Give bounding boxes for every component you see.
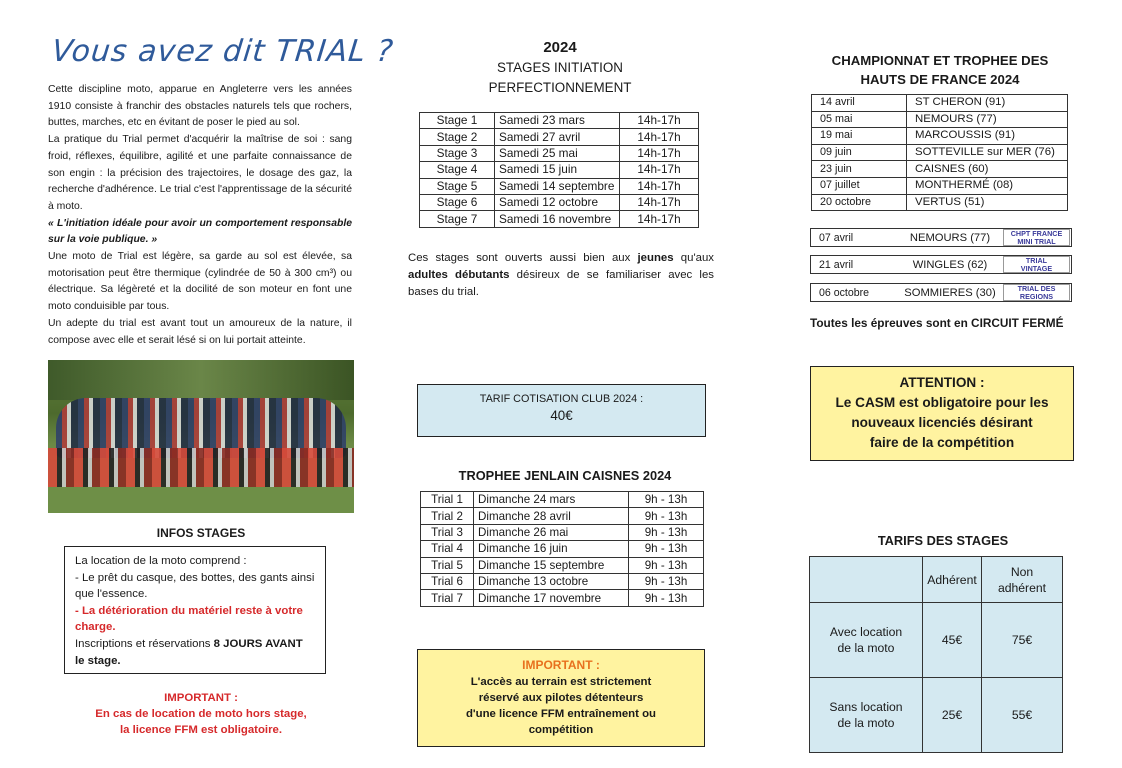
table-cell-name: Trial 1 (421, 492, 474, 508)
intro-paragraph-4: Un adepte du trial est avant tout un amoureux de la nature, il compose avec elle et serait lésé si on lui portait atteinte. (48, 317, 352, 346)
stages-note: Ces stages sont ouverts aussi bien aux jeunes qu'aux adultes débutants désireux de se familiariser avec les bases du trial. (408, 252, 714, 298)
row-avec-location: Avec location de la moto (810, 603, 923, 678)
table-cell-date: 23 juin (812, 161, 907, 178)
table-row (420, 162, 699, 178)
special-event-1: 07 avril NEMOURS (77) CHPT FRANCE MINI TRIAL (810, 228, 1072, 247)
table-row (421, 524, 704, 540)
infos-stages-box (64, 546, 326, 674)
brand-title: Vous avez dit TRIAL ? (50, 34, 396, 69)
table-cell-date: Dimanche 28 avril (474, 508, 629, 524)
intro-paragraph-1: Cette discipline moto, apparue en Angleterre vers les années 1910 consiste à franchir des obstacles naturels tels que rochers, buttes, marches, etc en évitant de poser le pied au sol. (48, 84, 352, 129)
table-cell-name: Stage 1 (420, 113, 495, 129)
table-cell-place: VERTUS (51) (907, 194, 1068, 211)
stages-table (419, 112, 699, 228)
table-cell-name: Stage 7 (420, 211, 495, 227)
table-cell-time: 14h-17h (620, 113, 699, 129)
table-cell-time: 9h - 13h (629, 508, 704, 524)
price-cell: 75€ (982, 603, 1063, 678)
table-cell-date: 14 avril (812, 95, 907, 112)
header-adherent: Adhérent (923, 557, 982, 603)
table-row (420, 194, 699, 210)
table-cell-date: Samedi 14 septembre (495, 178, 620, 194)
table-cell-name: Trial 4 (421, 541, 474, 557)
table-cell-date: Samedi 23 mars (495, 113, 620, 129)
table-cell-time: 9h - 13h (629, 541, 704, 557)
price-cell: 55€ (982, 678, 1063, 753)
table-cell-time: 14h-17h (620, 162, 699, 178)
table-cell-name: Trial 3 (421, 524, 474, 540)
table-cell-name: Stage 4 (420, 162, 495, 178)
table-row (420, 129, 699, 145)
table-cell-name: Trial 7 (421, 590, 474, 606)
table-cell-time: 9h - 13h (629, 573, 704, 589)
table-cell-name: Stage 3 (420, 145, 495, 161)
event-tag: TRIAL VINTAGE (1003, 256, 1070, 273)
table-cell-time: 14h-17h (620, 129, 699, 145)
table-cell-name: Trial 2 (421, 508, 474, 524)
intro-paragraph-3: Une moto de Trial est légère, sa garde au sol est élevée, sa motorisation peut être thermique (cylindrée de 50 à 300 cm³) ou électrique. Sa légèreté et la docilité de son moteur en font une moto conduisible par tous. (48, 251, 352, 313)
tarifs-stages-title: TARIFS DES STAGES (877, 533, 1009, 548)
table-cell-date: Dimanche 24 mars (474, 492, 629, 508)
infos-line-3: - La détérioration du matériel reste à votre charge. (75, 604, 303, 634)
table-cell-name: Trial 6 (421, 573, 474, 589)
table-row (812, 177, 1068, 194)
table-row (420, 113, 699, 129)
intro-paragraph-2: La pratique du Trial permet d'acquérir la maîtrise de soi : sang froid, réflexes, équilibre, agilité et une parfaite connaissance de son engin : la précision des trajectoires, le dosage des gaz, la recherche d'adhérence. Le trial c'est l'apprentissage de la sécurité à moto. (48, 134, 352, 212)
table-cell-date: 07 juillet (812, 177, 907, 194)
table-cell-date: Dimanche 16 juin (474, 541, 629, 557)
table-cell-date: 19 mai (812, 128, 907, 145)
table-cell-place: MARCOUSSIS (91) (907, 128, 1068, 145)
table-row (812, 194, 1068, 211)
infos-stages-title: INFOS STAGES (156, 526, 246, 540)
table-row (420, 211, 699, 227)
table-row (421, 590, 704, 606)
table-cell-date: Samedi 25 mai (495, 145, 620, 161)
table-cell-time: 14h-17h (620, 178, 699, 194)
table-cell-date: Samedi 12 octobre (495, 194, 620, 210)
table-cell-date: Samedi 15 juin (495, 162, 620, 178)
championship-table (811, 94, 1068, 211)
header-non-adherent: Non adhérent (982, 557, 1063, 603)
table-cell-date: 05 mai (812, 111, 907, 128)
table-row (812, 144, 1068, 161)
table-row (812, 111, 1068, 128)
attention-box: ATTENTION : Le CASM est obligatoire pour les nouveaux licenciés désirant faire de la compétition (810, 366, 1074, 461)
table-cell-name: Stage 5 (420, 178, 495, 194)
table-cell-name: Stage 2 (420, 129, 495, 145)
table-row (421, 492, 704, 508)
table-cell-date: Dimanche 15 septembre (474, 557, 629, 573)
table-cell-place: MONTHERMÉ (08) (907, 177, 1068, 194)
row-sans-location: Sans location de la moto (810, 678, 923, 753)
table-cell-place: ST CHERON (91) (907, 95, 1068, 112)
table-cell-time: 14h-17h (620, 211, 699, 227)
table-cell-name: Trial 5 (421, 557, 474, 573)
trophee-title: TROPHEE JENLAIN CAISNES 2024 (458, 468, 672, 483)
table-row (812, 128, 1068, 145)
table-cell-place: SOTTEVILLE sur MER (76) (907, 144, 1068, 161)
table-cell-time: 14h-17h (620, 145, 699, 161)
left-important-note: IMPORTANT : En cas de location de moto hors stage, la licence FFM est obligatoire. (95, 692, 307, 736)
event-tag: TRIAL DES REGIONS (1003, 284, 1070, 301)
event-tag: CHPT FRANCE MINI TRIAL (1003, 229, 1070, 246)
table-cell-date: 09 juin (812, 144, 907, 161)
infos-line-2: - Le prêt du casque, des bottes, des gants ainsi que l'essence. (75, 571, 315, 601)
circuit-note: Toutes les épreuves sont en CIRCUIT FERMÉ (810, 316, 1064, 330)
table-cell-date: Dimanche 13 octobre (474, 573, 629, 589)
table-cell-time: 14h-17h (620, 194, 699, 210)
table-cell-date: Dimanche 26 mai (474, 524, 629, 540)
table-row (421, 508, 704, 524)
championship-title: CHAMPIONNAT ET TROPHEE DES HAUTS DE FRANCE 2024 (831, 53, 1049, 87)
table-cell-date: Samedi 27 avril (495, 129, 620, 145)
table-row (421, 573, 704, 589)
table-cell-time: 9h - 13h (629, 557, 704, 573)
tarif-cotisation-box: TARIF COTISATION CLUB 2024 : 40€ (417, 384, 706, 437)
table-cell-place: NEMOURS (77) (907, 111, 1068, 128)
group-photo (48, 360, 354, 513)
infos-line-4: Inscriptions et réservations 8 JOURS AVANT le stage. (75, 637, 303, 667)
intro-emphasis: « L'initiation idéale pour avoir un comportement responsable sur la voie publique. » (48, 217, 352, 246)
infos-line-1: La location de la moto comprend : (75, 555, 247, 567)
table-cell-date: Samedi 16 novembre (495, 211, 620, 227)
table-cell-date: 20 octobre (812, 194, 907, 211)
intro-text (48, 82, 352, 349)
table-cell-date: Dimanche 17 novembre (474, 590, 629, 606)
middle-important-box: IMPORTANT : L'accès au terrain est strictement réservé aux pilotes détenteurs d'une licence FFM entraînement ou compétition (417, 649, 705, 747)
price-cell: 25€ (923, 678, 982, 753)
table-row (812, 161, 1068, 178)
special-event-2: 21 avril WINGLES (62) TRIAL VINTAGE (810, 255, 1072, 274)
table-cell-time: 9h - 13h (629, 590, 704, 606)
table-cell-time: 9h - 13h (629, 524, 704, 540)
table-cell-place: CAISNES (60) (907, 161, 1068, 178)
special-event-3: 06 octobre SOMMIERES (30) TRIAL DES REGIONS (810, 283, 1072, 302)
table-row (421, 557, 704, 573)
table-cell-name: Stage 6 (420, 194, 495, 210)
tarifs-table (809, 556, 1063, 753)
trophee-table (420, 491, 704, 607)
table-row (812, 95, 1068, 112)
stages-header: 2024 STAGES INITIATION PERFECTIONNEMENT (488, 39, 632, 95)
table-row (420, 178, 699, 194)
price-cell: 45€ (923, 603, 982, 678)
table-row (420, 145, 699, 161)
table-row (421, 541, 704, 557)
table-cell-time: 9h - 13h (629, 492, 704, 508)
